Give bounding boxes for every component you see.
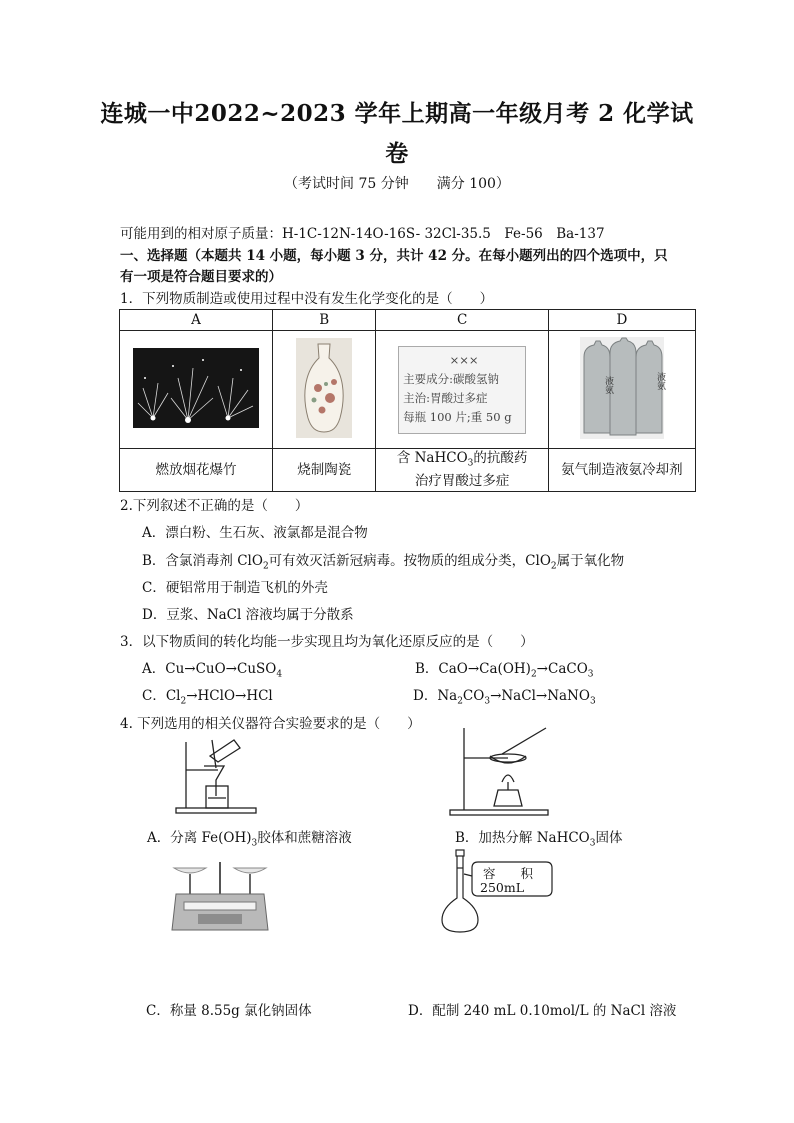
medicine-label bbox=[398, 346, 526, 434]
q1-caption-c-line2: 治疗胃酸过多症 bbox=[414, 472, 510, 489]
q1-header-c: C bbox=[376, 310, 549, 331]
q2-option-b: B．含氯消毒剂 ClO$_2$可有效灭活新冠病毒。按物质的组成分类，ClO$_2$属于氧化物 bbox=[142, 553, 625, 572]
q1-caption-a: 燃放烟花爆竹 bbox=[155, 461, 237, 478]
fireworks-image bbox=[133, 348, 259, 428]
q3-option-a: A．Cu→CuO→CuSO$_4$ bbox=[142, 661, 283, 680]
q1-cell-d-image bbox=[548, 331, 695, 449]
flask-label-capacity: 容 积 bbox=[483, 866, 534, 881]
q1-header-b: B bbox=[273, 310, 376, 331]
q2-option-c: C．硬铝常用于制造飞机的外壳 bbox=[142, 580, 328, 596]
page-title-line2: 卷 bbox=[385, 140, 409, 167]
atomic-masses: 可能用到的相对原子质量：H-1C-12N-14O-16S- 32Cl-35.5 Fe-56 Ba-137 bbox=[120, 226, 605, 242]
q2-option-d: D．豆浆、NaCl 溶液均属于分散系 bbox=[142, 607, 354, 623]
section-heading-line2: 有一项是符合题目要求的） bbox=[120, 269, 282, 285]
q4-option-a: A．分离 $Fe(OH)_3$胶体和蔗糖溶液 bbox=[147, 830, 352, 849]
tank-label-2: 液氨 bbox=[655, 372, 665, 390]
label-indication: 主治:胃酸过多症 bbox=[403, 390, 488, 405]
q4-option-c: C．称量 8.55g 氯化钠固体 bbox=[146, 1003, 312, 1019]
balance-image bbox=[168, 858, 272, 936]
label-ingredient: 主要成分:碳酸氢钠 bbox=[403, 371, 499, 386]
q3-option-b: B．$CaO\to Ca(OH)_2\to CaCO_3$ bbox=[415, 661, 594, 680]
heating-apparatus-image bbox=[446, 724, 552, 816]
q1-caption-b: 烧制陶瓷 bbox=[297, 461, 352, 478]
label-dosage: 每瓶 100 片;重 50 g bbox=[403, 409, 512, 424]
q4-option-b: B．加热分解 NaHCO$_3$固体 bbox=[455, 830, 623, 849]
tank-label-1: 液氨 bbox=[603, 376, 613, 394]
q2-stem: 2.下列叙述不正确的是（ ） bbox=[120, 498, 309, 514]
flask-label-volume: 250mL bbox=[480, 880, 525, 895]
label-title: ××× bbox=[449, 352, 479, 367]
q4-option-d: D．配制 240 mL 0.10mol/L 的 NaCl 溶液 bbox=[408, 1003, 677, 1019]
filtration-apparatus-image bbox=[172, 736, 264, 816]
gas-cylinders-image bbox=[580, 337, 664, 439]
q1-cell-b-image bbox=[273, 331, 376, 449]
q1-cell-a-image bbox=[120, 331, 273, 449]
q1-caption-c: 含 NaHCO$_3$的抗酸药 bbox=[396, 450, 528, 469]
q3-option-d: D．$Na_2CO_3\to NaCl\to NaNO_3$ bbox=[413, 688, 596, 707]
q1-stem: 1．下列物质制造或使用过程中没有发生化学变化的是（ ） bbox=[120, 291, 494, 307]
q3-stem: 3．以下物质间的转化均能一步实现且均为氧化还原反应的是（ ） bbox=[120, 634, 534, 650]
q3-option-c: C．$Cl_2\to HClO\to HCl$ bbox=[142, 688, 273, 707]
q1-table bbox=[119, 309, 696, 492]
q1-caption-d: 氨气制造液氨冷却剂 bbox=[561, 461, 683, 478]
q4-stem: 4. 下列选用的相关仪器符合实验要求的是（ ） bbox=[120, 716, 421, 732]
porcelain-vase-image bbox=[296, 338, 352, 438]
q1-header-d: D bbox=[548, 310, 695, 331]
q1-cell-c-image bbox=[376, 331, 549, 449]
page-title: 连城一中2022~2023 学年上期高一年级月考 2 化学试 bbox=[100, 100, 694, 127]
exam-info: （考试时间 75 分钟 满分 100） bbox=[284, 176, 510, 192]
q1-header-a: A bbox=[120, 310, 273, 331]
q2-option-a: A．漂白粉、生石灰、液氯都是混合物 bbox=[142, 525, 368, 541]
section-heading: 一、选择题（本题共 14 小题，每小题 3 分，共计 42 分。在每小题列出的四个选项中，只 bbox=[120, 248, 668, 264]
